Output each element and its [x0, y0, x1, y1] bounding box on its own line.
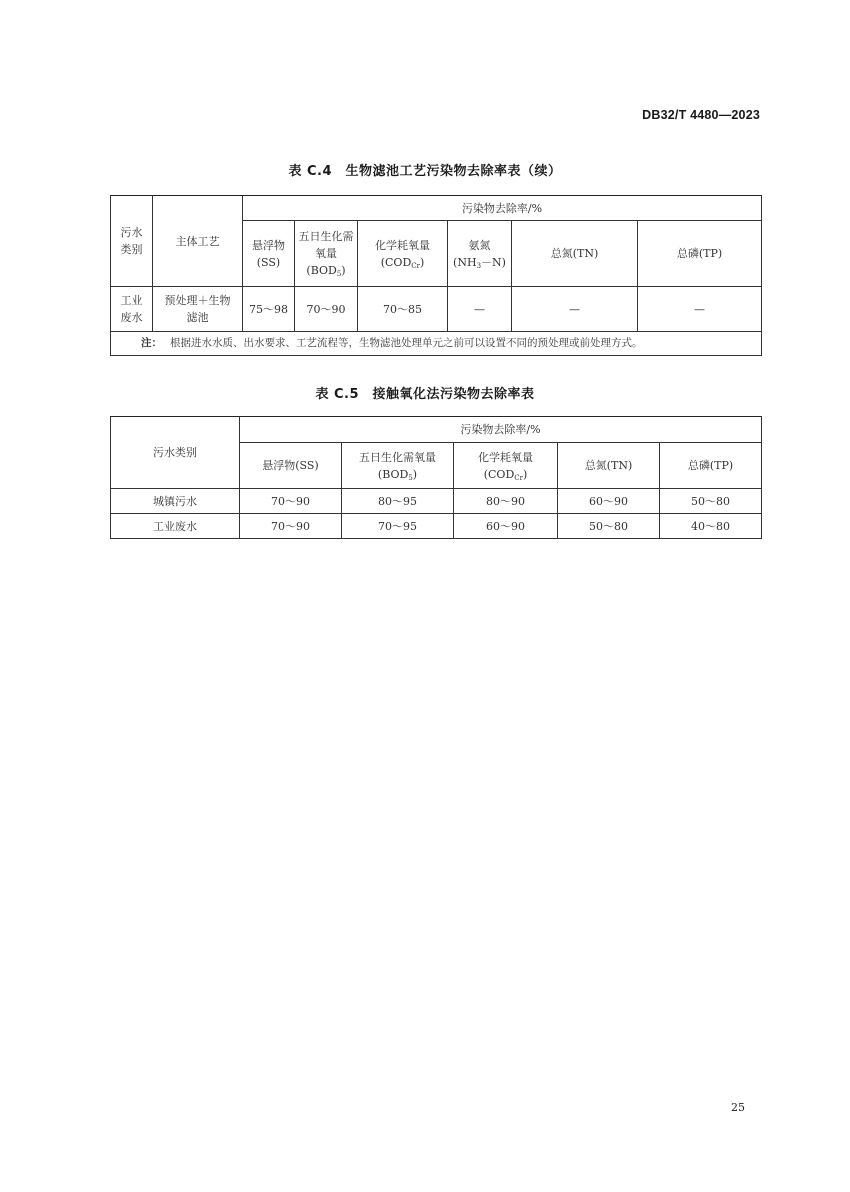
t4-header-bod-sub: 5 — [336, 270, 342, 278]
table-row — [111, 489, 762, 514]
page-number: 25 — [731, 1101, 745, 1114]
t5-header-bod: 五日生化需氧量 $(BOD_5)$ — [342, 443, 454, 489]
table-row — [111, 287, 762, 332]
document-code: DB32/T 4480—2023 — [642, 108, 760, 122]
t4-header-cod-sub: Cr — [411, 261, 420, 270]
t4-header-nh3: 氨氮 $(NH_3-N)$ — [448, 221, 512, 287]
t5-cell-bod: 70～95 — [342, 514, 454, 539]
t5-cell-category: 城镇污水 — [111, 489, 240, 514]
t5-header-bod-abbr: BOD — [382, 467, 409, 481]
t5-cell-tn: 50～80 — [558, 514, 660, 539]
t5-header-cod-label: 化学耗氧量 — [478, 450, 533, 464]
t4-cell-tp: — — [638, 287, 762, 332]
t4-note-label: 注： — [141, 337, 162, 349]
t5-cell-bod: 80～95 — [342, 489, 454, 514]
t4-header-ss: 悬浮物(SS) — [243, 221, 295, 287]
t4-cell-nh3: — — [448, 287, 512, 332]
t5-cell-category: 工业废水 — [111, 514, 240, 539]
t4-cell-category: 工业废水 — [111, 287, 153, 332]
t4-header-category: 污水类别 — [111, 196, 153, 287]
t4-header-bod: 五日生化需氧量 $(BOD_5)$ — [295, 221, 358, 287]
t4-header-tn: 总氮(TN) — [512, 221, 638, 287]
t5-header-tp: 总磷(TP) — [660, 443, 762, 489]
t4-header-nh3-abbr: NH — [457, 255, 477, 269]
t4-note — [111, 332, 762, 356]
t4-header-tp: 总磷(TP) — [638, 221, 762, 287]
table-c5-title: 表 C.5 接触氧化法污染物去除率表 — [315, 387, 535, 402]
t4-note-text: 根据进水水质、出水要求、工艺流程等，生物滤池处理单元之前可以设置不同的预处理或前处理方式。 — [170, 337, 643, 349]
t4-cell-ss: 75～98 — [243, 287, 295, 332]
t4-cell-tn: — — [512, 287, 638, 332]
t4-header-removal-rate: 污染物去除率/% — [243, 196, 762, 221]
t5-header-ss: 悬浮物(SS) — [240, 443, 342, 489]
t5-cell-tp: 40～80 — [660, 514, 762, 539]
t5-header-removal-rate: 污染物去除率/% — [240, 417, 762, 443]
t4-header-cod-abbr: COD — [385, 255, 412, 269]
t5-header-bod-label: 五日生化需氧量 — [359, 450, 436, 464]
t5-cell-tn: 60～90 — [558, 489, 660, 514]
t5-cell-cod: 80～90 — [454, 489, 558, 514]
t5-cell-ss: 70～90 — [240, 514, 342, 539]
t4-header-bod-label: 五日生化需氧量 — [298, 230, 354, 260]
t4-header-process: 主体工艺 — [153, 196, 243, 287]
table-c5 — [110, 416, 762, 539]
t4-header-cod-label: 化学耗氧量 — [375, 238, 430, 252]
t5-header-cod: 化学耗氧量 $(COD_{Cr})$ — [454, 443, 558, 489]
t5-header-category: 污水类别 — [111, 417, 240, 489]
t5-cell-ss: 70～90 — [240, 489, 342, 514]
t5-header-tn: 总氮(TN) — [558, 443, 660, 489]
t5-cell-tp: 50～80 — [660, 489, 762, 514]
t5-cell-cod: 60～90 — [454, 514, 558, 539]
t4-header-nh3-label: 氨氮 — [468, 238, 491, 252]
t4-header-nh3-sub: 3 — [476, 261, 482, 270]
t4-header-bod-abbr: BOD — [310, 264, 337, 277]
t5-header-cod-abbr: COD — [488, 467, 515, 481]
t5-header-cod-sub: Cr — [514, 473, 523, 482]
table-c4 — [110, 195, 762, 356]
t4-header-nh3-suffix: －N — [481, 255, 502, 269]
t4-cell-cod: 70～85 — [358, 287, 448, 332]
table-c4-title: 表 C.4 生物滤池工艺污染物去除率表（续） — [288, 164, 562, 179]
table-row — [111, 514, 762, 539]
t4-header-cod: 化学耗氧量 $(COD_{Cr})$ — [358, 221, 448, 287]
t5-header-bod-sub: 5 — [408, 473, 413, 482]
t4-cell-process: 预处理＋生物滤池 — [153, 287, 243, 332]
t4-cell-bod: 70～90 — [295, 287, 358, 332]
